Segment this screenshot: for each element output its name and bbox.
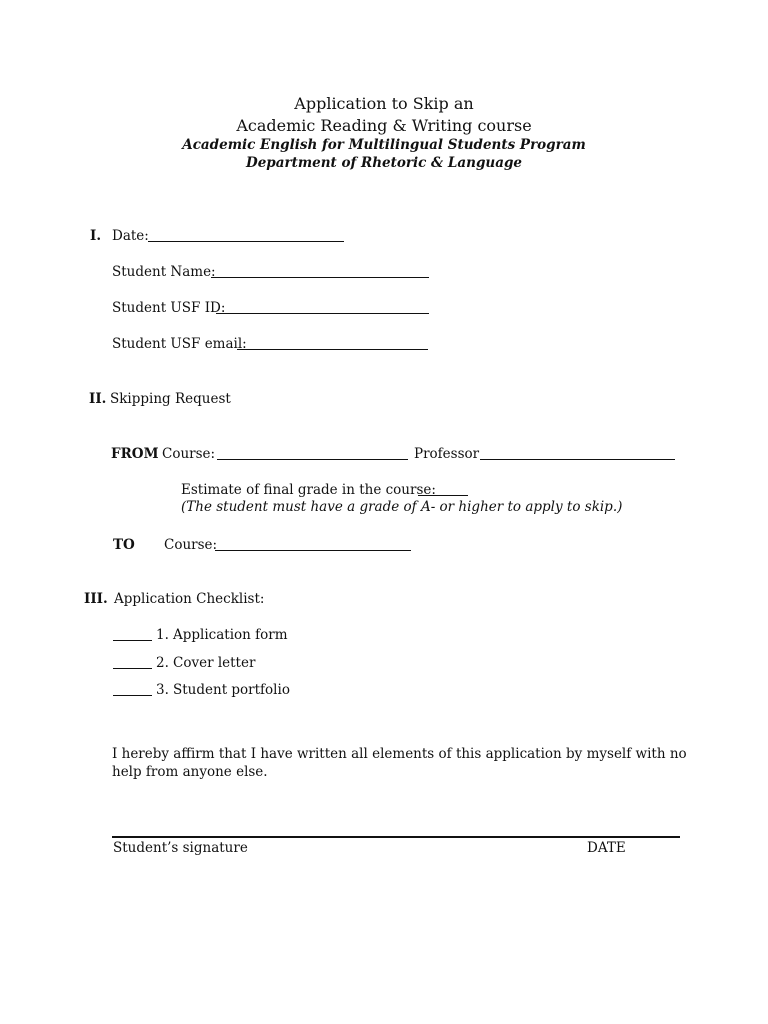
student-name-label: Student Name: <box>112 264 216 280</box>
student-id-field[interactable] <box>216 313 429 314</box>
section2-numeral: II. <box>89 391 107 407</box>
professor-label: Professor <box>414 446 480 462</box>
to-course-label: Course: <box>164 537 218 553</box>
from-label: FROM <box>111 446 159 462</box>
checklist-number-1: 1. <box>156 627 169 643</box>
program-subtitle: Academic English for Multilingual Students Program <box>182 137 586 153</box>
checklist-item-application-form: Application form <box>173 627 288 643</box>
date-field[interactable] <box>148 241 344 242</box>
section3-heading: Application Checklist: <box>114 591 265 607</box>
checklist-item-cover-letter: Cover letter <box>173 655 256 671</box>
checklist-item-student-portfolio: Student portfolio <box>173 682 290 698</box>
grade-requirement-note: (The student must have a grade of A- or higher to apply to skip.) <box>181 499 623 515</box>
checklist-blank-3[interactable] <box>113 695 152 696</box>
checklist-number-3: 3. <box>156 682 169 698</box>
student-email-label: Student USF email: <box>112 336 247 352</box>
to-label: TO <box>113 537 135 553</box>
from-course-label: Course: <box>162 446 216 462</box>
section2-heading: Skipping Request <box>110 391 231 407</box>
checklist-blank-1[interactable] <box>113 640 152 641</box>
professor-field[interactable] <box>480 459 675 460</box>
checklist-number-2: 2. <box>156 655 169 671</box>
affirmation-line2: help from anyone else. <box>112 764 268 780</box>
student-id-label: Student USF ID: <box>112 300 226 316</box>
signature-line[interactable] <box>112 836 680 838</box>
grade-estimate-field[interactable] <box>418 495 468 496</box>
affirmation-line1: I hereby affirm that I have written all elements of this application by myself with no <box>112 746 687 762</box>
to-course-field[interactable] <box>215 550 411 551</box>
form-title-line1: Application to Skip an <box>294 94 474 113</box>
department-subtitle: Department of Rhetoric & Language <box>246 155 522 171</box>
form-title-line2: Academic Reading & Writing course <box>236 116 532 135</box>
date-label: Date: <box>112 228 149 244</box>
signature-date-label: DATE <box>587 840 626 856</box>
section3-numeral: III. <box>84 591 108 607</box>
student-email-field[interactable] <box>237 349 428 350</box>
from-course-field[interactable] <box>217 459 408 460</box>
grade-estimate-label: Estimate of final grade in the course: <box>181 482 436 498</box>
checklist-blank-2[interactable] <box>113 668 152 669</box>
section1-numeral: I. <box>90 228 102 244</box>
signature-label: Student’s signature <box>113 840 248 856</box>
student-name-field[interactable] <box>211 277 429 278</box>
